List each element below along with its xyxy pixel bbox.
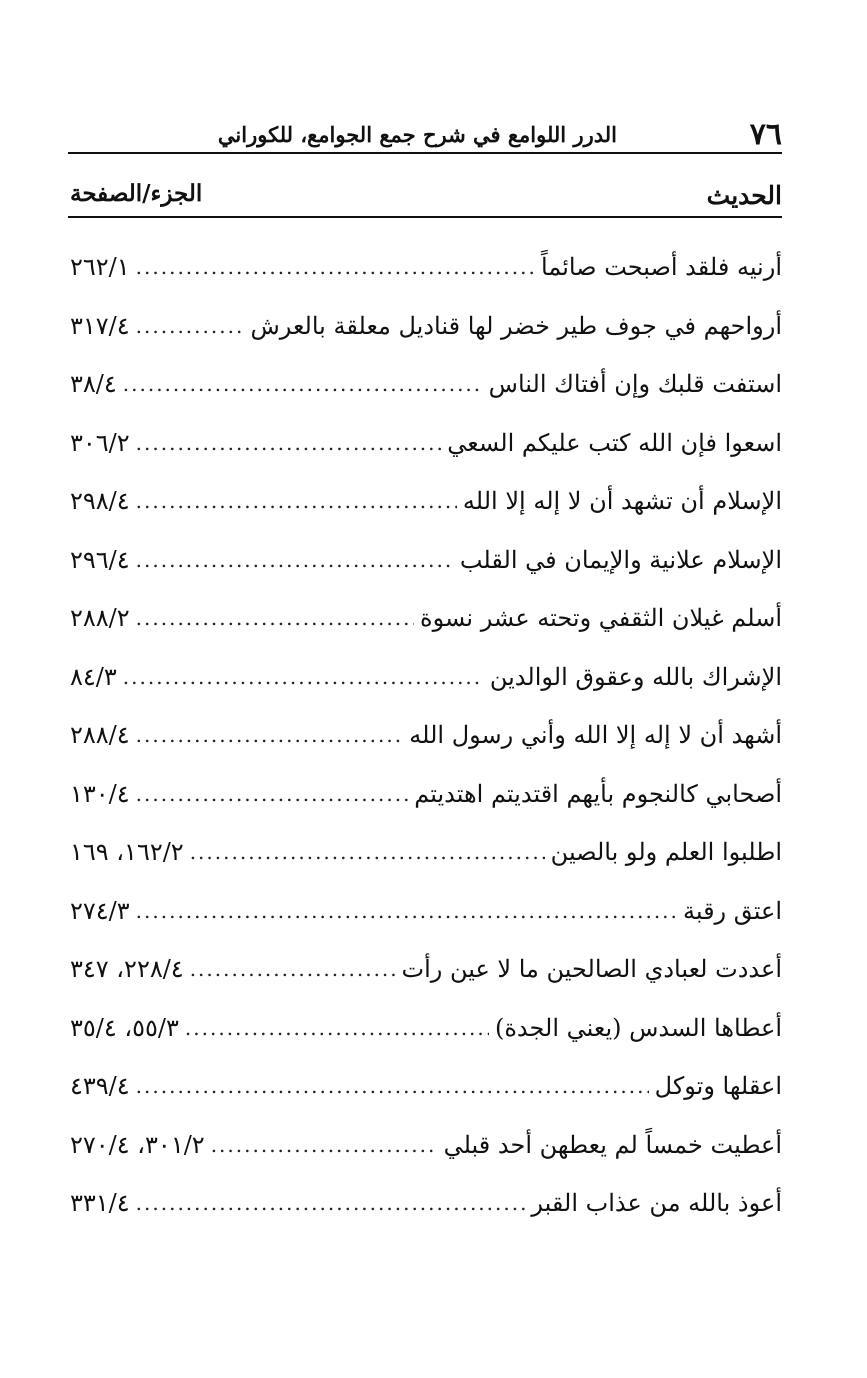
dot-leader: [185, 1016, 489, 1040]
hadith-text: اسعوا فإن الله كتب عليكم السعي: [447, 428, 782, 457]
volume-page-reference: ٥٥/٣، ٣٥/٤: [70, 1013, 179, 1042]
index-entry: [70, 414, 782, 473]
volume-page-reference: ٣١٧/٤: [70, 311, 130, 340]
index-entry: [70, 648, 782, 707]
page-header: [70, 118, 782, 152]
hadith-text: أعطيت خمساً لم يعطهن أحد قبلي: [443, 1130, 782, 1159]
column-header-rule: [68, 216, 782, 218]
running-title: الدرر اللوامع في شرح جمع الجوامع، للكوراني: [217, 122, 617, 147]
index-entry: [70, 355, 782, 414]
volume-page-reference: ٨٤/٣: [70, 662, 117, 691]
volume-page-reference: ٢٨٨/٤: [70, 721, 130, 750]
volume-page-reference: ٣٠١/٢، ٢٧٠/٤: [70, 1130, 205, 1159]
dot-leader: [136, 606, 414, 630]
dot-leader: [136, 782, 409, 806]
column-headers: [70, 176, 782, 216]
index-entry: [70, 706, 782, 765]
hadith-text: أعوذ بالله من عذاب القبر: [531, 1189, 782, 1218]
index-entry: [70, 472, 782, 531]
index-entry: [70, 765, 782, 824]
dot-leader: [136, 1074, 649, 1098]
index-entry: [70, 297, 782, 356]
volume-page-reference: ٣٣١/٤: [70, 1189, 130, 1218]
dot-leader: [136, 255, 535, 279]
header-rule: [68, 152, 782, 154]
hadith-text: أعددت لعبادي الصالحين ما لا عين رأت: [401, 955, 782, 984]
hadith-text: اعتق رقبة: [682, 896, 782, 925]
dot-leader: [190, 957, 396, 981]
index-entry: [70, 1116, 782, 1175]
hadith-text: استفت قلبك وإن أفتاك الناس: [488, 370, 782, 399]
volume-page-reference: ٢٦٢/١: [70, 253, 130, 282]
index-entry: [70, 940, 782, 999]
dot-leader: [136, 431, 442, 455]
index-entry: [70, 1174, 782, 1233]
dot-leader: [123, 372, 483, 396]
hadith-index-list: [70, 238, 782, 1233]
volume-page-reference: ٢٩٨/٤: [70, 487, 130, 516]
dot-leader: [136, 1191, 526, 1215]
index-entry: [70, 823, 782, 882]
dot-leader: [136, 548, 454, 572]
index-entry: [70, 882, 782, 941]
dot-leader: [190, 840, 545, 864]
page-number: ٧٦: [749, 117, 782, 152]
volume-page-reference: ٢٢٨/٤، ٣٤٧: [70, 955, 184, 984]
dot-leader: [136, 489, 457, 513]
dot-leader: [136, 899, 677, 923]
index-entry: [70, 238, 782, 297]
hadith-text: اطلبوا العلم ولو بالصين: [550, 838, 782, 867]
volume-page-reference: ٢٨٨/٢: [70, 604, 130, 633]
index-entry: [70, 589, 782, 648]
dot-leader: [136, 314, 245, 338]
volume-page-reference: ٣٨/٤: [70, 370, 117, 399]
volume-page-reference: ١٣٠/٤: [70, 779, 130, 808]
hadith-text: أصحابي كالنجوم بأيهم اقتديتم اهتديتم: [414, 779, 782, 808]
dot-leader: [123, 665, 484, 689]
hadith-text: أرنيه فلقد أصبحت صائماً: [541, 253, 782, 282]
hadith-text: أسلم غيلان الثقفي وتحته عشر نسوة: [420, 604, 782, 633]
volume-page-reference: ٢٧٤/٣: [70, 896, 130, 925]
dot-leader: [211, 1133, 438, 1157]
column-header-reference: الجزء/الصفحة: [70, 180, 203, 207]
index-entry: [70, 999, 782, 1058]
hadith-text: أشهد أن لا إله إلا الله وأني رسول الله: [409, 721, 782, 750]
dot-leader: [136, 723, 404, 747]
volume-page-reference: ٤٣٩/٤: [70, 1072, 130, 1101]
hadith-text: الإسلام أن تشهد أن لا إله إلا الله: [462, 487, 782, 516]
hadith-text: الإسلام علانية والإيمان في القلب: [459, 545, 782, 574]
hadith-text: اعقلها وتوكل: [654, 1072, 782, 1101]
volume-page-reference: ٢٩٦/٤: [70, 545, 130, 574]
index-entry: [70, 531, 782, 590]
hadith-text: أرواحهم في جوف طير خضر لها قناديل معلقة بالعرش: [250, 311, 782, 340]
hadith-text: الإشراك بالله وعقوق الوالدين: [489, 662, 782, 691]
index-entry: [70, 1057, 782, 1116]
volume-page-reference: ١٦٢/٢، ١٦٩: [70, 838, 184, 867]
hadith-text: أعطاها السدس (يعني الجدة): [494, 1013, 782, 1042]
column-header-hadith: الحديث: [706, 181, 782, 210]
volume-page-reference: ٣٠٦/٢: [70, 428, 130, 457]
